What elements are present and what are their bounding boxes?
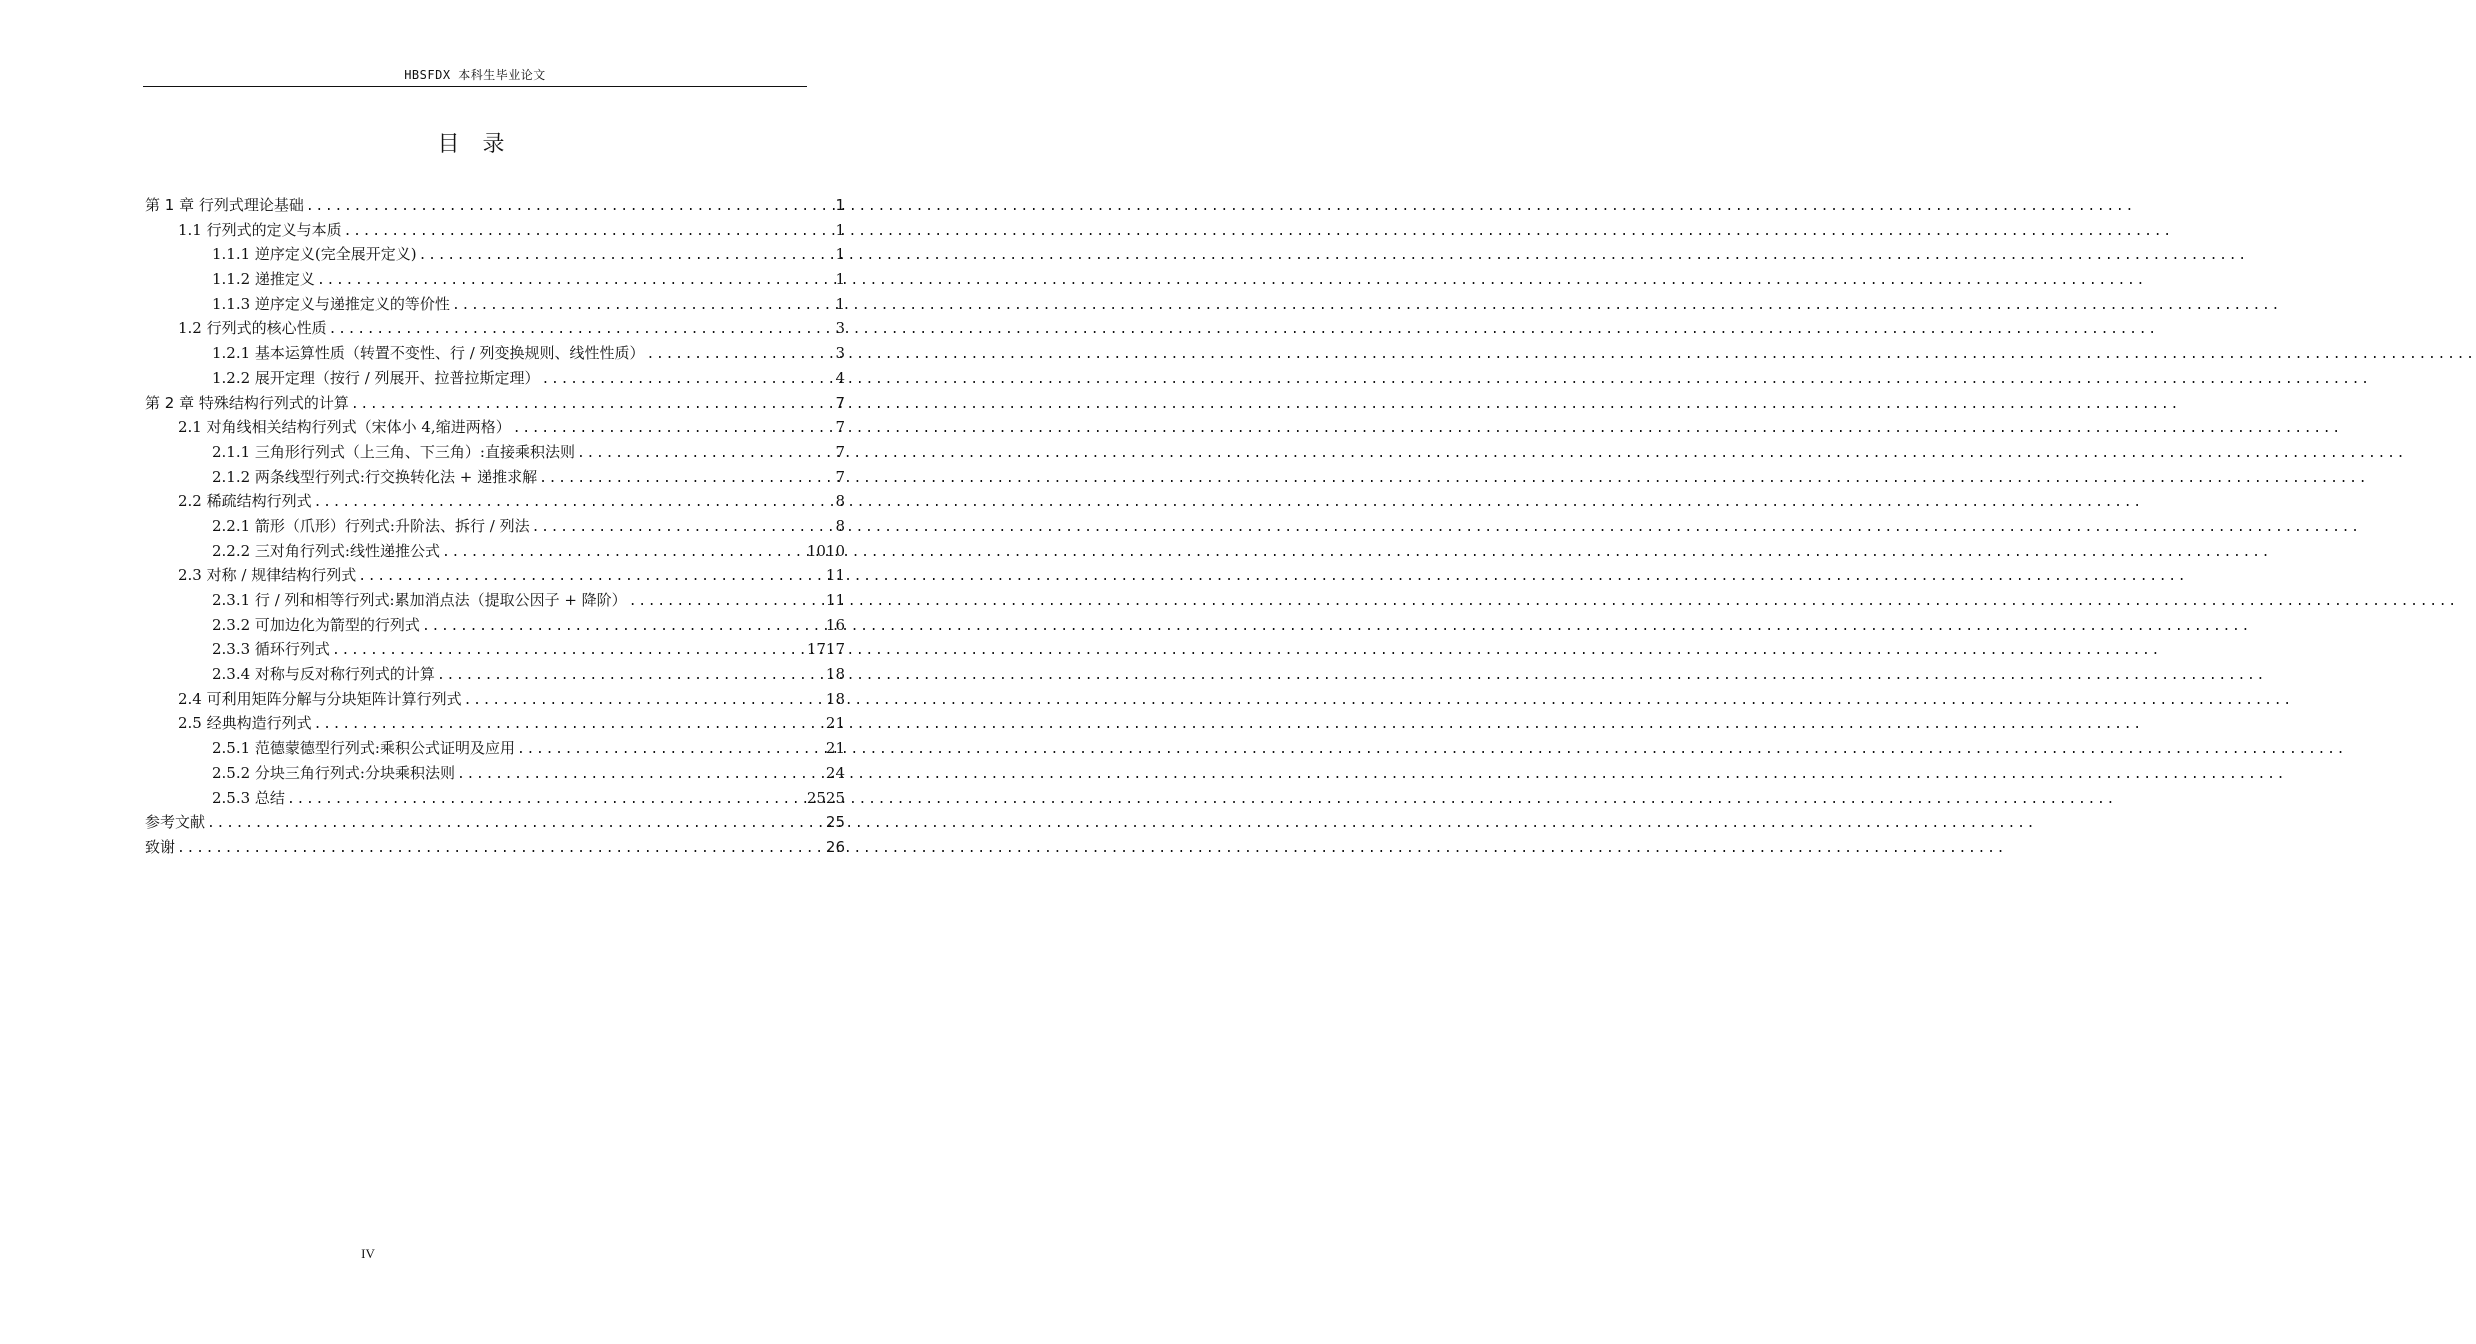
toc-entry[interactable]	[145, 563, 845, 588]
dot-leader	[207, 812, 824, 837]
toc-entry-page: 2525	[806, 788, 845, 807]
dot-leader	[542, 368, 834, 393]
toc-entry-title: 2.5.3 总结	[212, 788, 285, 807]
toc-entry[interactable]	[145, 391, 845, 416]
toc-entry[interactable]	[145, 761, 845, 786]
toc-entry[interactable]	[145, 341, 845, 366]
toc-entry-title: 2.2.1 箭形（爪形）行列式:升阶法、拆行 / 列法	[212, 516, 530, 535]
dot-leader	[344, 220, 834, 245]
dot-leader	[437, 664, 824, 689]
toc-entry-page: 1	[835, 220, 845, 239]
toc-entry[interactable]	[145, 810, 845, 835]
toc-entry-page: 16	[825, 615, 845, 634]
toc-entry-title: 2.5.1 范德蒙德型行列式:乘积公式证明及应用	[212, 739, 515, 758]
toc-entry-title: 2.3.2 可加边化为箭型的行列式	[212, 615, 420, 634]
toc-entry-title: 1.1.1 逆序定义(完全展开定义)	[212, 245, 417, 264]
toc-entry-page: 21	[825, 739, 845, 758]
toc-entry[interactable]	[145, 415, 845, 440]
toc-entry-page: 7	[835, 467, 845, 486]
toc-entry[interactable]	[145, 588, 845, 613]
toc-entry[interactable]	[145, 489, 845, 514]
toc-entry-page: 1010	[806, 541, 845, 560]
toc-entry-title: 2.2 稀疏结构行列式	[178, 492, 312, 511]
toc-entry-title: 2.1 对角线相关结构行列式（宋体小 4,缩进两格）	[178, 418, 511, 437]
toc-entry-page: 11	[825, 591, 845, 609]
toc-entry[interactable]	[145, 736, 845, 761]
dot-leader	[513, 417, 834, 442]
dot-leader	[351, 393, 834, 418]
toc-entry[interactable]	[145, 613, 845, 638]
dot-leader	[358, 565, 824, 590]
toc-entry-page: 7	[835, 442, 845, 461]
toc-entry-page: 7	[835, 418, 845, 437]
toc-entry[interactable]	[145, 292, 845, 317]
dot-leader	[419, 244, 834, 269]
toc-entry[interactable]	[145, 316, 845, 341]
dot-leader	[539, 467, 833, 492]
toc-entry-title: 2.2.2 三对角行列式:线性递推公式	[212, 541, 440, 560]
toc-entry[interactable]	[145, 242, 845, 267]
toc-entry[interactable]	[145, 786, 845, 811]
toc-entry[interactable]	[145, 835, 845, 860]
dot-leader	[287, 788, 805, 813]
toc-entry-page: 1	[835, 294, 845, 313]
toc-entry-page: 26	[825, 837, 845, 856]
toc-entry-title: 1.2 行列式的核心性质	[178, 319, 327, 338]
toc-entry-page: 18	[825, 665, 845, 684]
dot-leader	[457, 763, 824, 788]
dot-leader	[422, 615, 824, 640]
toc-entry-page: 25	[825, 813, 845, 832]
dot-leader	[452, 294, 834, 319]
toc-entry-page: 1	[835, 196, 845, 214]
toc-entry-title: 1.1 行列式的定义与本质	[178, 220, 342, 239]
toc-entry-title: 1.2.2 展开定理（按行 / 列展开、拉普拉斯定理）	[212, 368, 540, 387]
toc-entry-page: 18	[825, 689, 845, 708]
toc-entry-title: 第 1 章 行列式理论基础	[145, 196, 304, 214]
toc-entry[interactable]	[145, 440, 845, 465]
dot-leader	[577, 442, 833, 467]
toc-entry[interactable]	[145, 711, 845, 736]
toc-entry-page: 1	[835, 270, 845, 289]
toc-entry-title: 2.5 经典构造行列式	[178, 714, 312, 733]
toc-entry-page: 11	[825, 566, 845, 585]
dot-leader	[532, 516, 834, 541]
dot-leader	[647, 343, 834, 368]
toc-entry-title: 参考文献	[145, 813, 206, 832]
toc-entry[interactable]	[145, 539, 845, 564]
toc-entry[interactable]	[145, 193, 845, 218]
toc-entry-page: 1717	[806, 640, 845, 659]
toc-entry[interactable]	[145, 637, 845, 662]
toc-entry-title: 1.1.3 逆序定义与递推定义的等价性	[212, 294, 450, 313]
dot-leader	[329, 318, 834, 343]
header-rule	[143, 86, 807, 87]
toc-entry-page: 1	[835, 245, 845, 264]
running-header: HBSFDX 本科生毕业论文	[404, 68, 546, 82]
toc-entry-title: 2.3.1 行 / 列和相等行列式:累加消点法（提取公因子 + 降阶）	[212, 591, 627, 609]
toc-entry-title: 2.3.3 循环行列式	[212, 640, 330, 659]
toc-entry-title: 2.1.1 三角形行列式（上三角、下三角）:直接乘积法则	[212, 442, 575, 461]
dot-leader	[314, 713, 824, 738]
toc-entry-page: 21	[825, 714, 845, 733]
page-number-footer: IV	[361, 1246, 375, 1261]
toc-entry-page: 24	[825, 763, 845, 782]
dot-leader	[177, 837, 824, 862]
toc-entry[interactable]	[145, 218, 845, 243]
dot-leader	[442, 541, 805, 566]
toc-entry-title: 2.3 对称 / 规律结构行列式	[178, 566, 357, 585]
dot-leader	[317, 269, 834, 294]
toc-entry-page: 3	[835, 319, 845, 338]
dot-leader	[314, 491, 834, 516]
toc-entry-page: 8	[835, 516, 845, 535]
dot-leader	[332, 639, 805, 664]
toc-entry[interactable]	[145, 267, 845, 292]
toc-entry-page: 8	[835, 492, 845, 511]
toc-entry[interactable]	[145, 687, 845, 712]
dot-leader	[306, 195, 834, 220]
toc-entry-page: 7	[835, 393, 845, 412]
toc-entry-title: 2.4 可利用矩阵分解与分块矩阵计算行列式	[178, 689, 462, 708]
toc-entry[interactable]	[145, 514, 845, 539]
toc-entry-title: 2.1.2 两条线型行列式:行交换转化法 + 递推求解	[212, 467, 538, 486]
dot-leader	[629, 590, 824, 615]
toc-entry-title: 致谢	[145, 837, 176, 856]
toc-entry-title: 2.3.4 对称与反对称行列式的计算	[212, 665, 435, 684]
toc-entry[interactable]	[145, 465, 845, 490]
toc-entry-page: 4	[835, 368, 845, 387]
toc-entry-title: 第 2 章 特殊结构行列式的计算	[145, 393, 349, 412]
toc-entry-title: 2.5.2 分块三角行列式:分块乘积法则	[212, 763, 455, 782]
toc-title: 目 录	[437, 132, 513, 157]
toc-entry[interactable]	[145, 662, 845, 687]
toc-entry-title: 1.2.1 基本运算性质（转置不变性、行 / 列变换规则、线性性质）	[212, 344, 645, 363]
dot-leader	[464, 689, 824, 714]
toc-entry-page: 3	[835, 344, 845, 363]
dot-leader	[517, 738, 824, 763]
table-of-contents	[145, 193, 845, 860]
toc-entry[interactable]	[145, 366, 845, 391]
toc-entry-title: 1.1.2 递推定义	[212, 270, 315, 289]
